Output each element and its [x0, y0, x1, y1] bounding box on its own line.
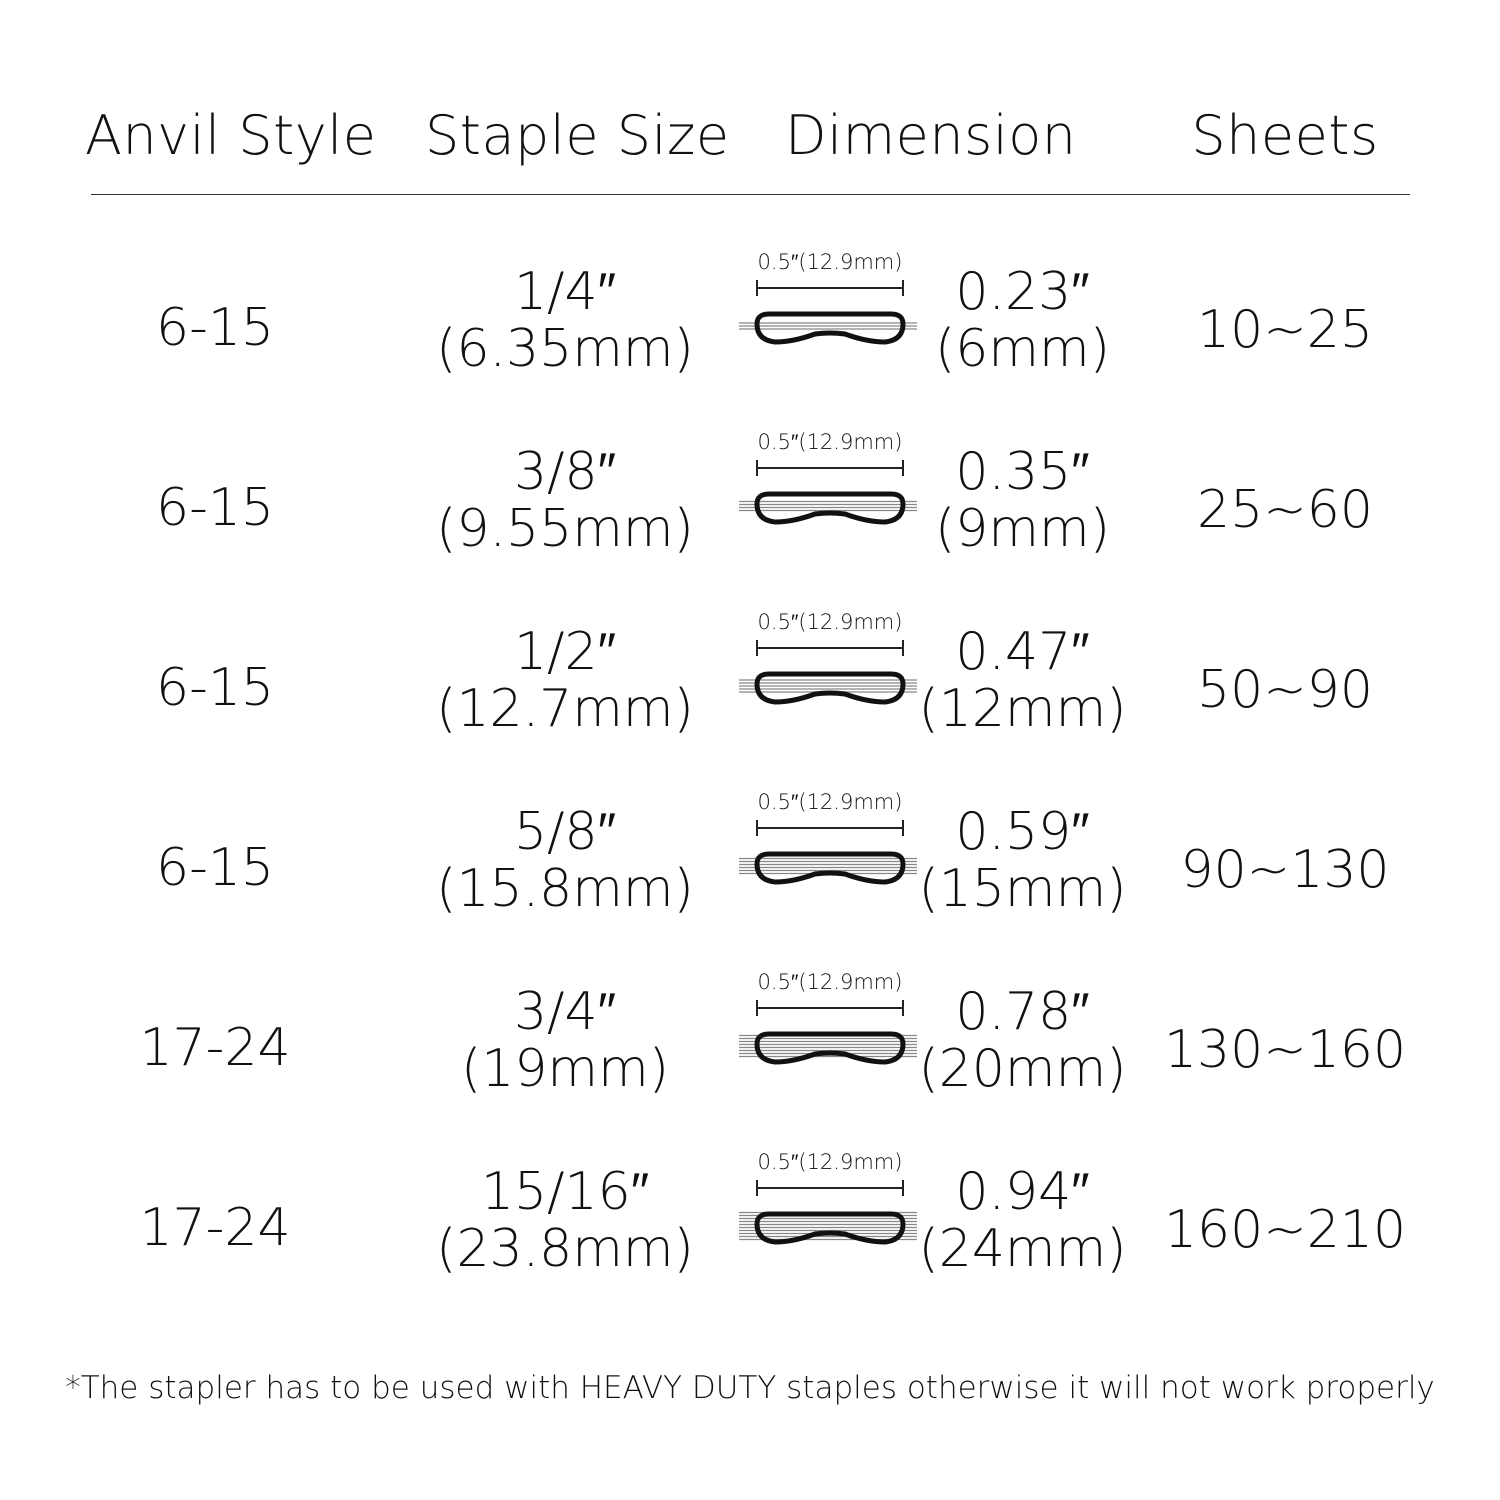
dimension-value [905, 984, 1140, 1098]
dimension-mm: (24mm) [918, 1219, 1127, 1279]
dimension-value [905, 624, 1140, 738]
table-row [0, 420, 1500, 600]
staple-size-mm: (23.8mm) [436, 1219, 694, 1279]
dimension-value [905, 444, 1140, 558]
anvil-style-value: 6-15 [155, 478, 274, 538]
anvil-style-value: 6-15 [155, 838, 274, 898]
dimension-value [905, 1164, 1140, 1278]
staple-size-mm: (19mm) [460, 1039, 670, 1099]
staple-size-mm: (9.55mm) [436, 499, 694, 559]
anvil-style-value: 17-24 [139, 1018, 291, 1078]
staple-size-value [420, 1164, 710, 1278]
staple-icon [735, 990, 925, 1080]
header-staple-size: Staple Size [425, 104, 730, 167]
dimension-inches: 0.94″ [955, 1162, 1090, 1222]
anvil-style-value: 6-15 [155, 658, 274, 718]
staple-width-label: 0.5″(12.9mm) [757, 430, 903, 454]
staple-size-value [420, 264, 710, 378]
dimension-inches: 0.23″ [955, 262, 1090, 322]
dimension-value [905, 804, 1140, 918]
header-dimension: Dimension [785, 104, 1077, 167]
sheets-value: 160~210 [1163, 1200, 1407, 1260]
staple-icon [735, 270, 925, 360]
staple-size-mm: (12.7mm) [436, 679, 694, 739]
sheets-value: 90~130 [1180, 840, 1390, 900]
staple-size-value [420, 444, 710, 558]
staple-size-inches: 1/2″ [513, 622, 617, 682]
header-sheets: Sheets [1191, 104, 1379, 167]
staple-width-label: 0.5″(12.9mm) [757, 970, 903, 994]
footnote: *The stapler has to be used with HEAVY DUTY staples otherwise it will not work properly [65, 1370, 1435, 1406]
staple-outline [757, 674, 903, 702]
dimension-inches: 0.47″ [955, 622, 1090, 682]
staple-diagram [735, 970, 925, 1090]
staple-outline [757, 314, 903, 342]
anvil-style-value: 17-24 [139, 1198, 291, 1258]
staple-size-value [420, 624, 710, 738]
staple-diagram [735, 1150, 925, 1270]
header-divider [91, 194, 1410, 195]
staple-diagram [735, 250, 925, 370]
staple-size-mm: (6.35mm) [436, 319, 694, 379]
staple-size-value [420, 804, 710, 918]
table-row [0, 780, 1500, 960]
dimension-mm: (15mm) [918, 859, 1127, 919]
table-row [0, 600, 1500, 780]
staple-size-inches: 5/8″ [513, 802, 617, 862]
sheets-value: 25~60 [1197, 480, 1373, 540]
dimension-mm: (20mm) [918, 1039, 1127, 1099]
staple-width-label: 0.5″(12.9mm) [757, 790, 903, 814]
dimension-mm: (12mm) [918, 679, 1127, 739]
staple-diagram [735, 430, 925, 550]
staple-size-mm: (15.8mm) [436, 859, 694, 919]
anvil-style-value: 6-15 [155, 298, 274, 358]
table-row [0, 1140, 1500, 1320]
staple-diagram [735, 610, 925, 730]
dimension-value [905, 264, 1140, 378]
dimension-inches: 0.35″ [955, 442, 1090, 502]
sheets-value: 130~160 [1163, 1020, 1407, 1080]
dimension-mm: (6mm) [935, 319, 1110, 379]
staple-icon [735, 450, 925, 540]
staple-size-inches: 1/4″ [513, 262, 617, 322]
staple-diagram [735, 790, 925, 910]
staple-width-label: 0.5″(12.9mm) [757, 610, 903, 634]
header-anvil-style: Anvil Style [85, 104, 377, 167]
sheets-value: 50~90 [1197, 660, 1373, 720]
staple-size-inches: 15/16″ [480, 1162, 650, 1222]
dimension-mm: (9mm) [935, 499, 1110, 559]
staple-size-value [420, 984, 710, 1098]
staple-size-inches: 3/4″ [513, 982, 617, 1042]
staple-width-label: 0.5″(12.9mm) [757, 1150, 903, 1174]
sheets-value: 10~25 [1197, 300, 1373, 360]
staple-size-inches: 3/8″ [513, 442, 617, 502]
staple-icon [735, 630, 925, 720]
staple-width-label: 0.5″(12.9mm) [757, 250, 903, 274]
table-row [0, 240, 1500, 420]
table-row [0, 960, 1500, 1140]
staple-icon [735, 810, 925, 900]
dimension-inches: 0.78″ [955, 982, 1090, 1042]
staple-icon [735, 1170, 925, 1260]
dimension-inches: 0.59″ [955, 802, 1090, 862]
